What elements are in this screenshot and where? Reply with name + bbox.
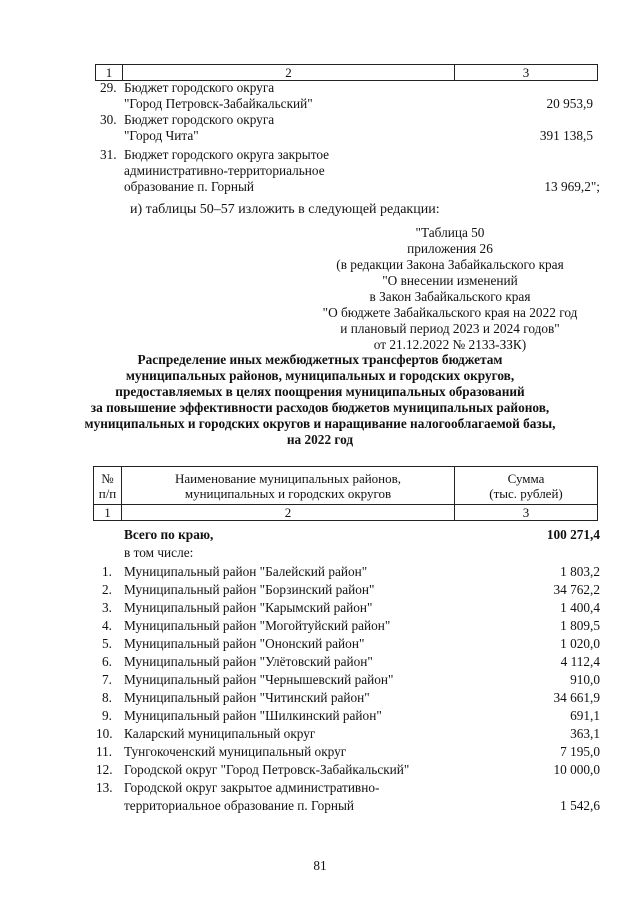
title-line: предоставляемых в целях поощрения муниципальных образований	[115, 384, 525, 399]
row-number: 1.	[102, 564, 112, 579]
row-text: административно-территориальное	[124, 163, 325, 178]
row-value: 391 138,5	[539, 128, 593, 143]
row-value: 1 020,0	[560, 636, 600, 651]
total-label: Всего по краю,	[124, 527, 214, 542]
header-name-line: Наименование муниципальных районов,	[174, 470, 402, 486]
col-number-1: 1	[94, 505, 122, 521]
row-number: 30.	[100, 112, 117, 127]
row-name: Муниципальный район "Ононский район"	[124, 636, 365, 651]
row-number: 12.	[96, 762, 113, 777]
header-sum-line: (тыс. рублей)	[489, 485, 563, 501]
row-number: 4.	[102, 618, 112, 633]
top-col-2: 2	[123, 65, 455, 81]
row-value: 7 195,0	[560, 744, 600, 759]
row-name: Муниципальный район "Борзинский район"	[124, 582, 375, 597]
row-value: 34 661,9	[553, 690, 600, 705]
row-text: образование п. Горный	[124, 179, 254, 194]
row-name: Тунгокоченский муниципальный округ	[124, 744, 347, 759]
annex-line: приложения 26	[407, 241, 493, 256]
top-table-header	[95, 64, 598, 81]
title-line: муниципальных районов, муниципальных и городских округов,	[125, 368, 515, 383]
row-value: 10 000,0	[553, 762, 600, 777]
row-number: 6.	[102, 654, 112, 669]
title-line: на 2022 год	[286, 432, 354, 447]
row-value: 1 400,4	[560, 600, 600, 615]
annex-line: в Закон Забайкальского края	[369, 289, 531, 304]
row-text: Бюджет городского округа	[124, 80, 275, 95]
header-name-col	[122, 467, 455, 505]
total-value: 100 271,4	[546, 527, 600, 542]
col-number-2: 2	[122, 505, 455, 521]
row-number: 11.	[96, 744, 113, 759]
title-line: за повышение эффективности расходов бюджетов муниципальных районов,	[90, 400, 550, 415]
title-line: Распределение иных межбюджетных трансфертов бюджетам	[137, 352, 503, 367]
row-name: Городской округ закрытое административно-	[124, 780, 380, 795]
row-number: 29.	[100, 80, 117, 95]
row-text: "Город Петровск-Забайкальский"	[124, 96, 313, 111]
row-value: 1 542,6	[560, 798, 600, 813]
header-number-line: №	[101, 470, 114, 486]
row-number: 5.	[102, 636, 112, 651]
header-name-line: муниципальных и городских округов	[184, 485, 392, 501]
row-name: Муниципальный район "Могойтуйский район"	[124, 618, 391, 633]
row-value: 1 809,5	[560, 618, 600, 633]
including-label: в том числе:	[124, 545, 194, 560]
row-number: 9.	[102, 708, 112, 723]
title-line: муниципальных и городских округов и наращивание налогооблагаемой базы,	[84, 416, 556, 431]
top-col-1: 1	[96, 65, 123, 81]
header-sum-col	[455, 467, 598, 505]
row-value: 691,1	[570, 708, 600, 723]
row-name: Муниципальный район "Балейский район"	[124, 564, 368, 579]
header-sum-line: Сумма	[507, 470, 545, 486]
row-number: 10.	[96, 726, 113, 741]
row-value: 20 953,9	[546, 96, 593, 111]
row-number: 3.	[102, 600, 112, 615]
row-text: Бюджет городского округа	[124, 112, 275, 127]
row-text: "Город Чита"	[124, 128, 199, 143]
row-value: 363,1	[570, 726, 600, 741]
instruction-text: и) таблицы 50–57 изложить в следующей редакции:	[130, 202, 440, 217]
row-number: 8.	[102, 690, 112, 705]
header-number-col	[94, 467, 122, 505]
row-value: 910,0	[570, 672, 600, 687]
row-name: Муниципальный район "Шилкинский район"	[124, 708, 382, 723]
header-number-line: п/п	[98, 485, 117, 501]
row-number: 2.	[102, 582, 112, 597]
row-name: Муниципальный район "Улётовский район"	[124, 654, 373, 669]
annex-line: (в редакции Закона Забайкальского края	[336, 257, 564, 272]
row-name: территориальное образование п. Горный	[124, 798, 355, 813]
row-name: Муниципальный район "Читинский район"	[124, 690, 370, 705]
row-number: 13.	[96, 780, 113, 795]
row-name: Городской округ "Город Петровск-Забайкальский"	[124, 762, 410, 777]
annex-line: "О внесении изменений	[382, 273, 518, 288]
row-name: Муниципальный район "Чернышевский район"	[124, 672, 394, 687]
top-col-3: 3	[455, 65, 598, 81]
annex-line: от 21.12.2022 № 2133-ЗЗК)	[373, 337, 527, 352]
row-number: 7.	[102, 672, 112, 687]
row-value: 1 803,2	[560, 564, 600, 579]
annex-line: и плановый период 2023 и 2024 годов"	[340, 321, 560, 336]
annex-line: "Таблица 50	[415, 225, 485, 240]
row-value: 4 112,4	[560, 654, 600, 669]
row-value: 13 969,2";	[544, 179, 600, 194]
main-table-header	[93, 466, 598, 521]
row-number: 31.	[100, 147, 117, 162]
col-number-3: 3	[455, 505, 598, 521]
row-name: Каларский муниципальный округ	[124, 726, 316, 741]
page-number: 81	[313, 858, 327, 873]
row-text: Бюджет городского округа закрытое	[124, 147, 330, 162]
row-value: 34 762,2	[553, 582, 600, 597]
annex-line: "О бюджете Забайкальского края на 2022 год	[322, 305, 578, 320]
row-name: Муниципальный район "Карымский район"	[124, 600, 373, 615]
